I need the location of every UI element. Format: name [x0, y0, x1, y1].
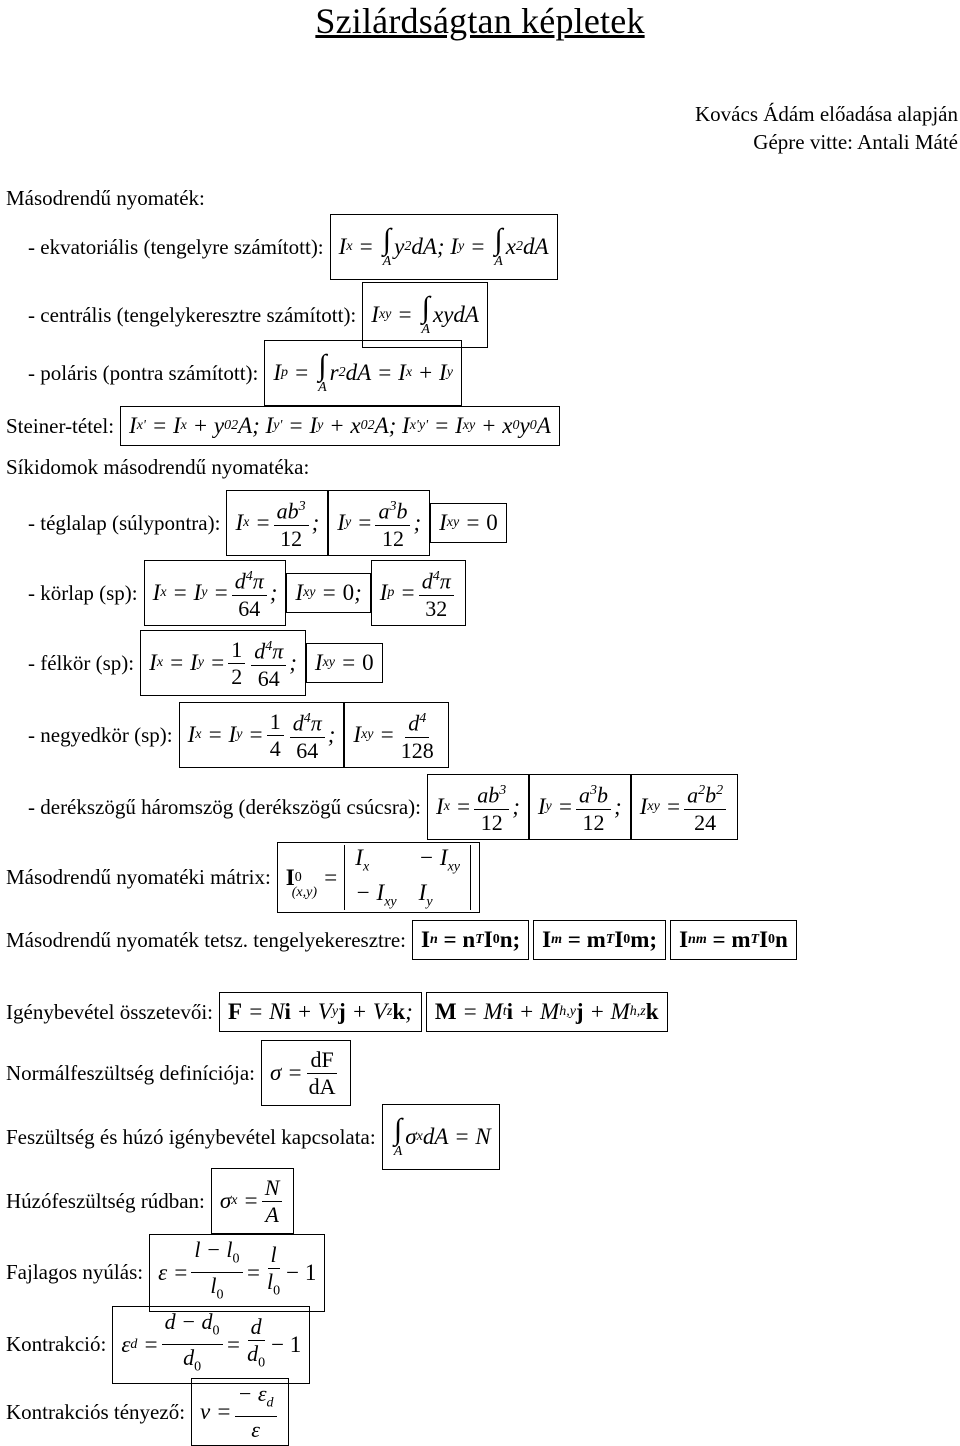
formula-central: I xy = ∫ A xydA — [362, 282, 488, 348]
formula-circle-ixiy: I x = I y = $\frac{d^4\pi}{64}$ ; — [144, 560, 287, 626]
row-label: Másodrendű nyomatéki mátrix: — [6, 865, 271, 890]
section-plane-figures — [6, 455, 309, 480]
matrix-grid: $I_x$ − $I_{xy}$ − $I_{xy}$ $I_y$ — [344, 845, 471, 910]
formula-in: I n = n T I 0 n; — [412, 920, 529, 960]
row-label: Kontrakció: — [6, 1332, 107, 1357]
formula-equatorial: I x = ∫ A y 2 dA; I y = ∫ A x 2 dA — [330, 214, 558, 280]
row-circle — [28, 560, 466, 626]
row-stress-tension — [6, 1104, 500, 1170]
row-label: - negyedkör (sp): — [28, 722, 173, 747]
formula-triangle-ix: I x = $\frac{ab^3}{12}$ ; — [427, 774, 529, 840]
row-normal-stress — [6, 1040, 351, 1106]
row-right-triangle — [28, 774, 738, 840]
formula-matrix: I 0 (x,y) = $I_x$ − $I_{xy}$ − $I_{xy}$ $I_y$ — [277, 842, 480, 913]
row-label: Fajlagos nyúlás: — [6, 1260, 144, 1285]
formula-quartercircle-ixiy: I x = I y = $\frac{1}{4}$ $\frac{d^4\pi}{64}$ ; — [179, 702, 345, 768]
row-equatorial — [28, 214, 558, 280]
row-polar — [28, 340, 462, 406]
row-arbitrary-axes — [6, 920, 797, 960]
row-label: Feszültség és húzó igénybevétel kapcsolata: — [6, 1124, 376, 1149]
formula-steiner: I x' = I x + y 0 2 A; I y' = I y + x 0 2 A; I x'y' = I xy + x 0 y 0 A — [120, 406, 560, 446]
formula-stress-tension: ∫ A σ x dA = N — [382, 1104, 500, 1170]
page-title: Szilárdságtan képletek — [315, 1, 645, 41]
formula-triangle-iy: I y = $\frac{a^3b}{12}$ ; — [529, 774, 631, 840]
row-label: - centrális (tengelykeresztre számított): — [28, 302, 357, 327]
credit-author: Kovács Ádám előadása alapján — [695, 102, 958, 126]
formula-quartercircle-ixy: I xy = $\frac{d^4}{128}$ — [344, 702, 448, 768]
formula-rectangle-ix: I x = $\frac{ab^3}{12}$ ; — [226, 490, 328, 556]
row-central — [28, 282, 488, 348]
row-label: Másodrendű nyomaték tetsz. tengelyekeresztre: — [6, 927, 407, 952]
section-second-moment — [6, 186, 205, 211]
formula-semicircle-ixiy: I x = I y = $\frac{1}{2}$ $\frac{d^4\pi}{64}$ ; — [140, 630, 306, 696]
row-contraction — [6, 1306, 310, 1384]
row-quartercircle — [28, 702, 449, 768]
formula-tensile-stress: σ x = $\frac{N}{A}$ — [211, 1168, 295, 1234]
row-strain — [6, 1234, 325, 1312]
row-label: Igénybevétel összetevői: — [6, 999, 214, 1024]
section-label: Másodrendű nyomaték: — [6, 186, 205, 210]
row-label: - körlap (sp): — [28, 580, 138, 605]
formula-contraction: ε d = $\frac{d - d_0}{d_0}$ = $\frac{d}{d_0}$ − 1 — [112, 1306, 310, 1384]
row-poisson — [6, 1378, 289, 1446]
formula-rectangle-iy: I y = $\frac{a^3b}{12}$ ; — [328, 490, 430, 556]
row-steiner — [6, 406, 560, 446]
row-matrix — [6, 842, 480, 913]
row-label: - ekvatoriális (tengelyre számított): — [28, 234, 324, 259]
formula-circle-ixy: I xy = 0 ; — [286, 573, 370, 613]
formula-moment: M = M t i + M h,y j + M h,z k — [426, 992, 668, 1032]
formula-normal-stress: σ = $\frac{dF}{dA}$ — [261, 1040, 351, 1106]
row-semicircle — [28, 630, 383, 696]
formula-triangle-ixy: I xy = $\frac{a^2b^2}{24}$ — [631, 774, 738, 840]
formula-circle-ip: I p = $\frac{d^4\pi}{32}$ — [371, 560, 466, 626]
row-tensile-stress — [6, 1168, 294, 1234]
formula-polar: I p = ∫ A r 2 dA = I x + I y — [264, 340, 462, 406]
formula-inm: I nm = m T I 0 n — [670, 920, 797, 960]
credits — [695, 100, 958, 156]
formula-poisson: ν = $\frac{- \varepsilon_d}{\varepsilon}$ — [191, 1378, 289, 1446]
row-internal-forces — [6, 992, 668, 1032]
row-rectangle — [28, 490, 507, 556]
row-label: - poláris (pontra számított): — [28, 360, 259, 385]
formula-strain: ε = $\frac{l - l_0}{l_0}$ = $\frac{l}{l_0}$ − 1 — [149, 1234, 325, 1312]
credit-typist: Gépre vitte: Antali Máté — [753, 130, 958, 154]
formula-force: F = N i + V y j + V z k ; — [219, 992, 422, 1032]
formula-im: I m = m T I 0 m; — [533, 920, 666, 960]
row-label: - félkör (sp): — [28, 650, 135, 675]
section-label: Síkidomok másodrendű nyomatéka: — [6, 455, 310, 479]
row-label: Normálfeszültség definíciója: — [6, 1060, 255, 1085]
row-label: - derékszögű háromszög (derékszögű csúcsra): — [28, 794, 422, 819]
formula-rectangle-ixy: I xy = 0 — [430, 503, 507, 543]
row-label: Steiner-tétel: — [6, 413, 115, 438]
row-label: Kontrakciós tényező: — [6, 1399, 186, 1424]
formula-semicircle-ixy: I xy = 0 — [306, 643, 383, 683]
row-label: - téglalap (súlypontra): — [28, 510, 221, 535]
row-label: Húzófeszültség rúdban: — [6, 1188, 205, 1213]
